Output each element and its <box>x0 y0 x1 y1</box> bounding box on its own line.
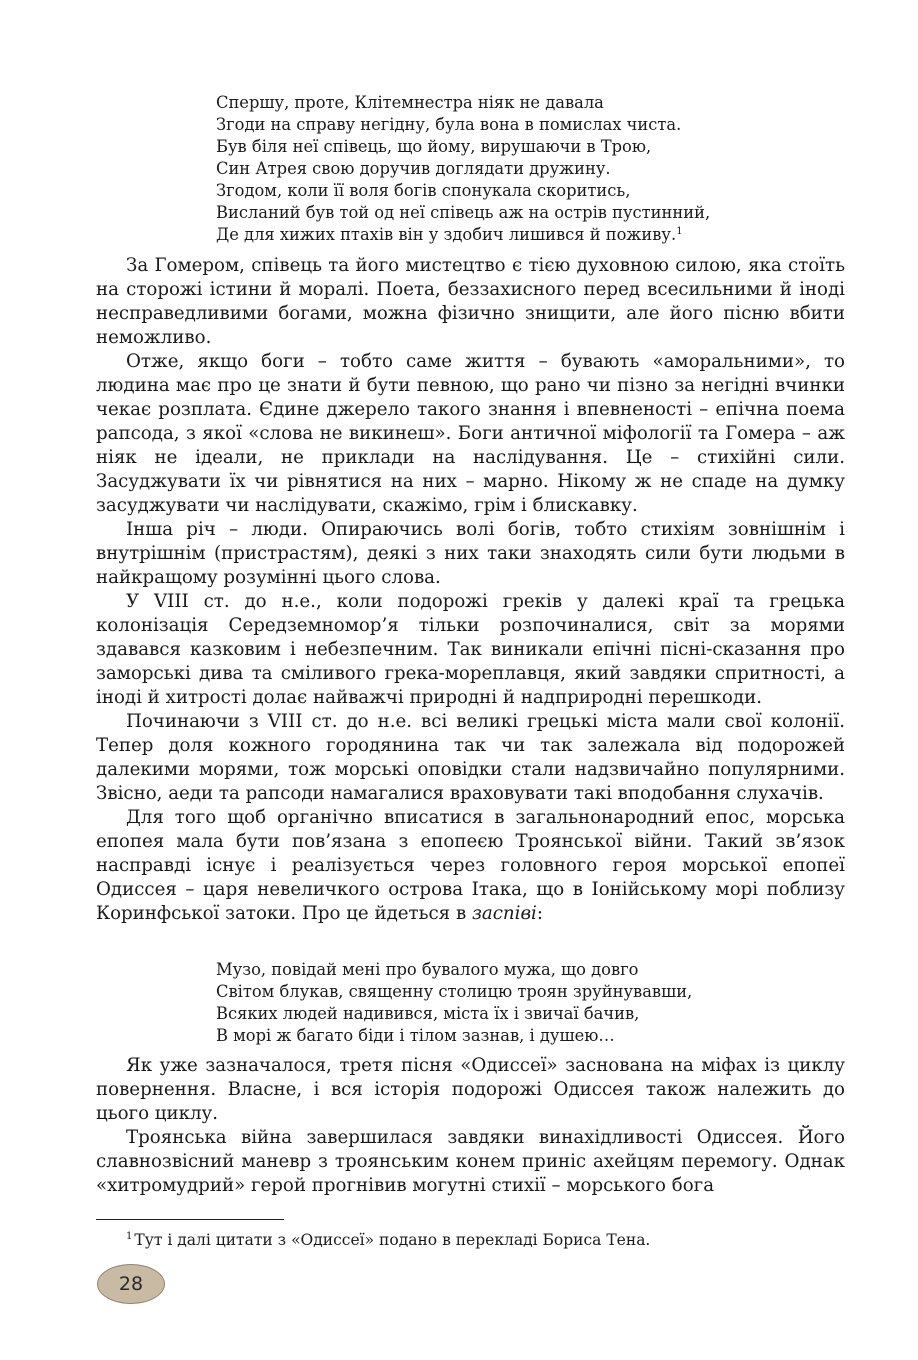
page-number-badge <box>97 1264 165 1304</box>
page-number: 28 <box>118 1273 144 1295</box>
paragraph: За Гомером, співець та його мистецтво є тією духовною силою, яка стоїть на сторожі істини й моралі. Поета, беззахисного перед всесильними й іноді несправедливими богами, можна фізично знищити, але його пісню вбити неможливо. <box>96 255 845 348</box>
body-text-continued <box>96 1054 845 1198</box>
poem-line: Висланий був той од неї співець аж на острів пустинний, <box>216 203 711 222</box>
poem-line: В морі ж багато біди і тілом зазнав, і душею… <box>216 1026 615 1045</box>
poem-line: Всяких людей надивився, міста їх і звичаї бачив, <box>216 1004 640 1023</box>
quoted-poem <box>216 959 692 1047</box>
poem-line: Музо, повідай мені про бувалого мужа, що довго <box>216 960 639 979</box>
body-text <box>96 254 845 926</box>
footnote-text: Тут і далі цитати з «Одиссеї» подано в перекладі Бориса Тена. <box>134 1231 651 1249</box>
poem-line: Син Атрея свою доручив доглядати дружину. <box>216 159 611 178</box>
footnote <box>126 1230 650 1250</box>
italic-term: заспіві <box>471 903 537 924</box>
footnote-divider <box>96 1219 284 1220</box>
paragraph: Троянська війна завершилася завдяки винахідливості Одиссея. Його славнозвісний маневр з троянським конем приніс ахейцям перемогу. Однак «хитромудрий» герой прогнівив могутні стихії – морського бога <box>96 1127 845 1196</box>
poem-line: Згоди на справу негідну, була вона в помислах чиста. <box>216 115 682 134</box>
footnote-reference[interactable]: 1 <box>676 226 683 237</box>
paragraph: Починаючи з VIII ст. до н.е. всі великі грецькі міста мали свої колонії. Тепер доля кожного городянина так чи так залежала від подорожей далекими морями, тож морські оповідки стали надзвичайно популярними. Звісно, аеди та рапсоди намагалися враховувати такі вподобання слухачів. <box>96 711 845 804</box>
poem-line: Спершу, проте, Клітемнестра ніяк не давала <box>216 93 604 112</box>
poem-line: Був біля неї співець, що йому, вирушаючи в Трою, <box>216 137 652 156</box>
paragraph: Інша річ – люди. Опираючись волі богів, тобто стихіям зовнішнім і внутрішнім (пристрастям), деякі з них таки знаходять сили бути людьми в найкращому розумінні цього слова. <box>96 519 845 588</box>
poem-line: Світом блукав, священну столицю троян зруйнувавши, <box>216 982 693 1001</box>
paragraph: У VIII ст. до н.е., коли подорожі греків у далекі краї та грецька колонізація Середземномор’я тільки розпочиналися, світ за морями здавався казковим і небезпечним. Так виникали епічні пісні-сказання про заморські дива та сміливого грека-мореплавця, який завдяки спритності, а іноді й хитрості долає найважчі природні й надприродні перешкоди. <box>96 591 845 708</box>
paragraph: Для того щоб органічно вписатися в загальнонародний епос, морська епопея мала бути пов’язана з епопеєю Троянської війни. Такий зв’язок насправді існує і реалізується через головного героя морської епопеї Одиссея – царя невеличкого острова Ітака, що в Іонійському морі поблизу Коринфської затоки. Про це йдеться в заспіві: <box>96 807 845 924</box>
epigraph-poem <box>216 92 710 246</box>
paragraph: Як уже зазначалося, третя пісня «Одиссеї» заснована на міфах із циклу повернення. Власне, і вся історія подорожі Одиссея також належить до цього циклу. <box>96 1055 845 1124</box>
paragraph: Отже, якщо боги – тобто саме життя – бувають «аморальними», то людина має про це знати й бути певною, що рано чи пізно за негідні вчинки чекає розплата. Єдине джерело такого знання і впевненості – епічна поема рапсода, з якої «слова не викинеш». Боги античної міфології та Гомера – аж ніяк не ідеали, не приклади на наслідування. Це – стихійні сили. Засуджувати їх чи рівнятися на них – марно. Нікому ж не спаде на думку засуджувати чи наслідувати, скажімо, грім і блискавку. <box>96 351 845 516</box>
poem-line: Де для хижих птахів він у здобич лишився й поживу.$^1$ <box>216 225 683 244</box>
poem-line: Згодом, коли її воля богів спонукала скоритись, <box>216 181 631 200</box>
footnote-mark: 1 <box>126 1231 133 1242</box>
